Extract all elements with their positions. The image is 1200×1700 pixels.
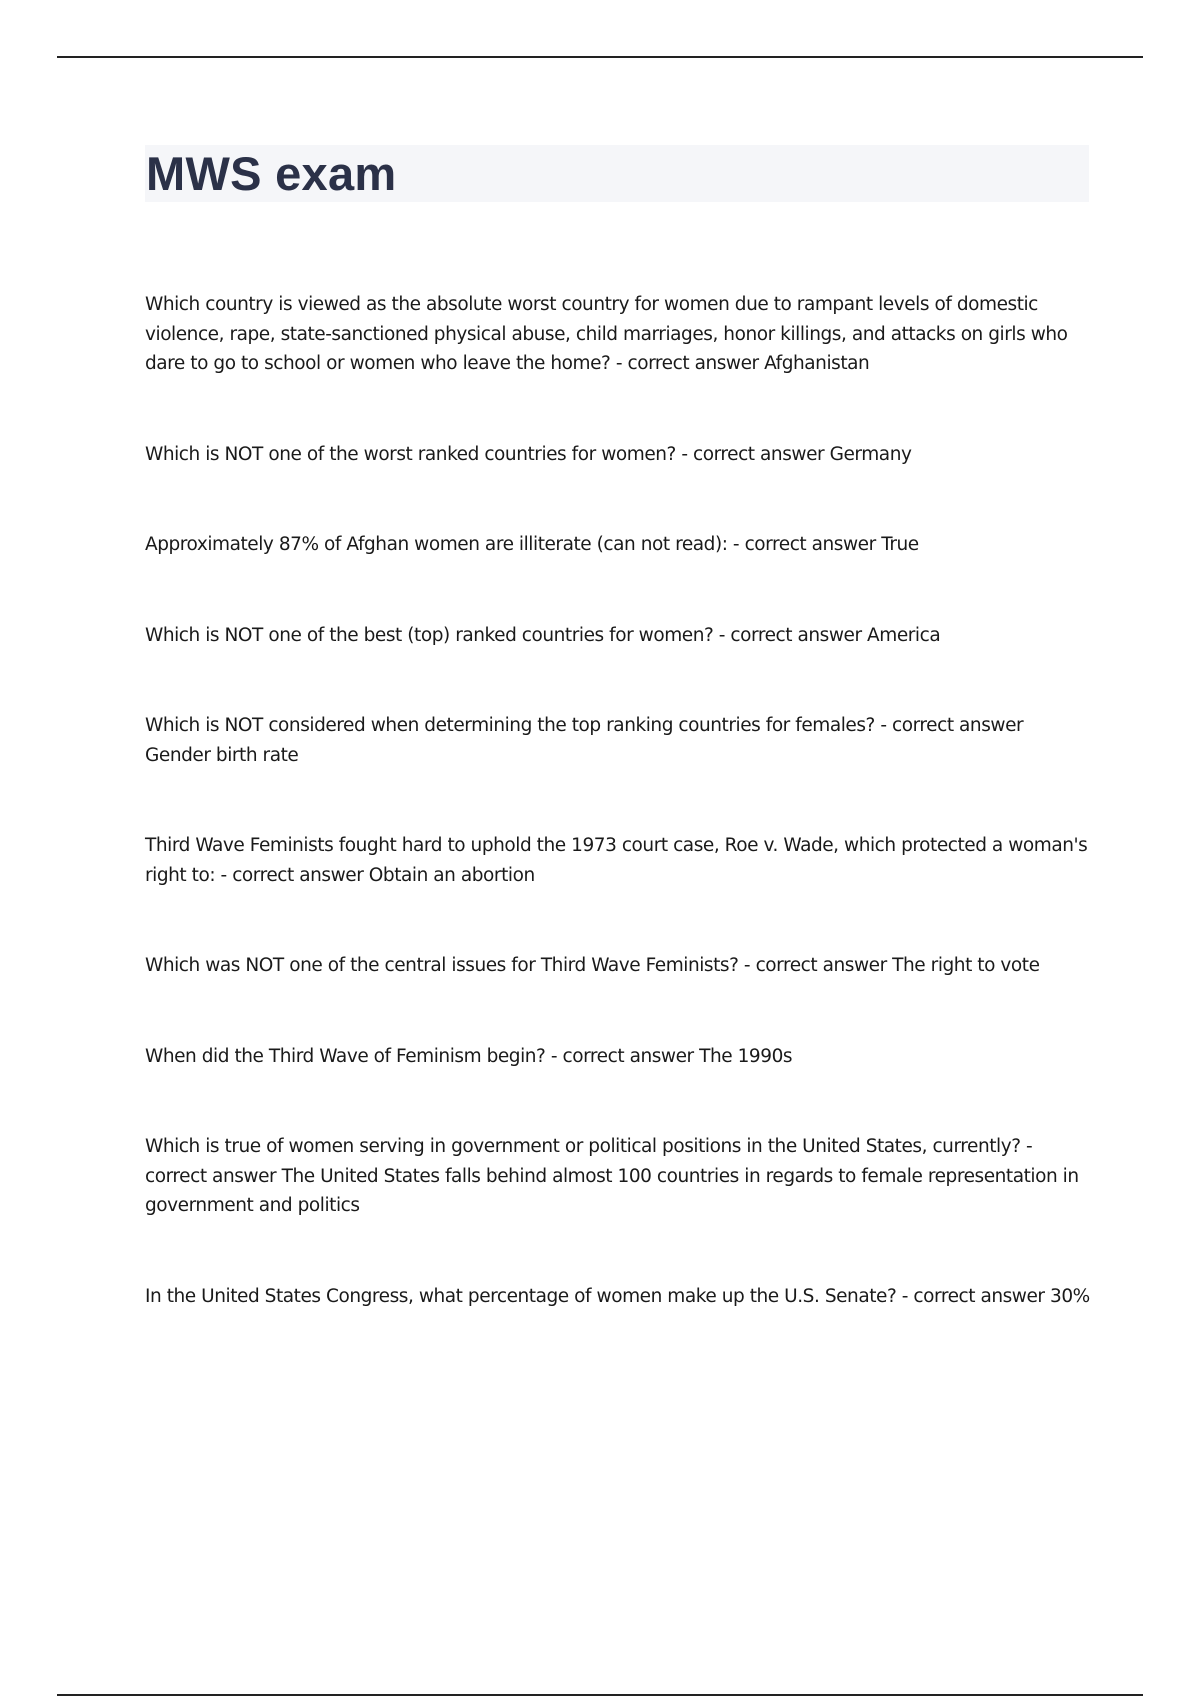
page-title: MWS exam — [146, 147, 397, 200]
bottom-divider — [57, 1694, 1143, 1696]
top-divider — [57, 56, 1143, 58]
question-item: In the United States Congress, what percentage of women make up the U.S. Senate? - correct answer 30% — [145, 1285, 1090, 1307]
question-item: Which is NOT one of the worst ranked countries for women? - correct answer Germany — [145, 443, 912, 465]
question-list — [145, 290, 1090, 1372]
question-item: Which country is viewed as the absolute worst country for women due to rampant levels of domestic violence, rape, state-sanctioned physical abuse, child marriages, honor killings, and attacks on girls who dare to go to school or women who leave the home? - correct answer Afghanistan — [145, 294, 1068, 374]
question-item: Which was NOT one of the central issues for Third Wave Feminists? - correct answer The right to vote — [145, 955, 1040, 976]
question-item: Which is true of women serving in government or political positions in the United States, currently? - correct answer The United States falls behind almost 100 countries in regards to female representation in government and politics — [145, 1136, 1079, 1216]
question-item: Which is NOT one of the best (top) ranked countries for women? - correct answer America — [145, 624, 941, 646]
question-item: Which is NOT considered when determining the top ranking countries for females? - correct answer Gender birth rate — [145, 715, 1024, 766]
question-item: Approximately 87% of Afghan women are illiterate (can not read): - correct answer True — [145, 534, 919, 555]
question-item: When did the Third Wave of Feminism begin? - correct answer The 1990s — [145, 1045, 793, 1067]
question-item: Third Wave Feminists fought hard to uphold the 1973 court case, Roe v. Wade, which protected a woman's right to: - correct answer Obtain an abortion — [145, 835, 1088, 886]
